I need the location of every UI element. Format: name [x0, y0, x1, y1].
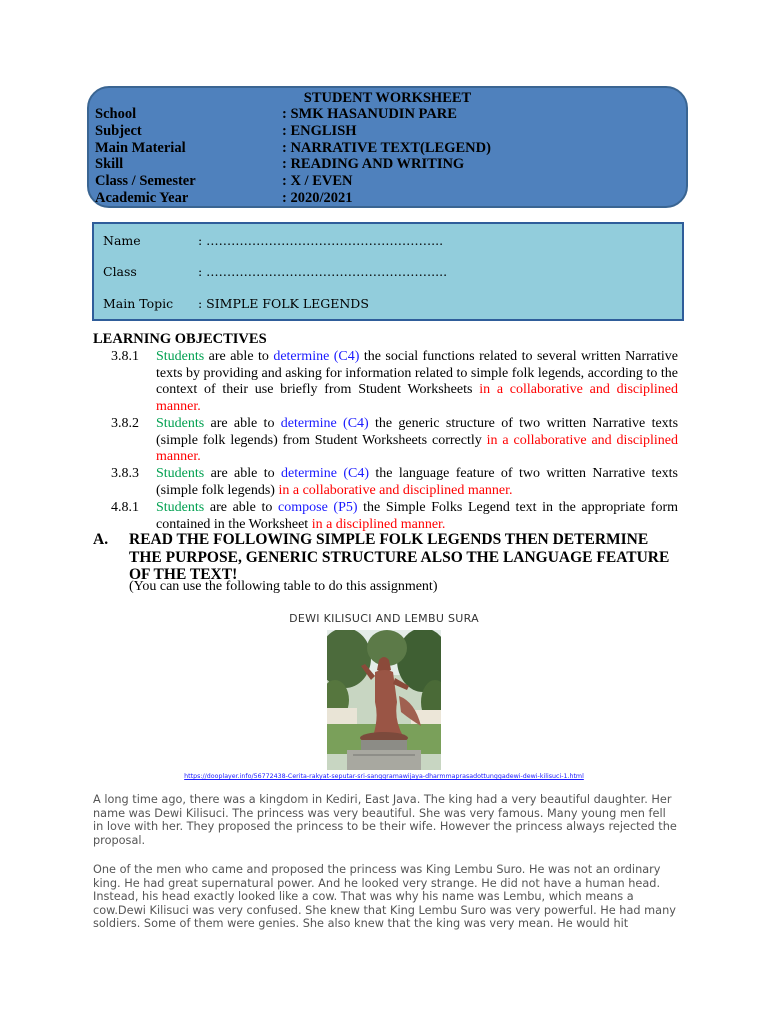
objective-phrase: the language feature of two written Narrative texts (simple folk legends) [156, 466, 678, 498]
header-label: Academic Year [95, 190, 189, 206]
objective-text [156, 466, 678, 499]
class-field[interactable]: : ……………………………………………….... [198, 264, 448, 279]
objective-text [156, 349, 678, 415]
header-label: Skill [95, 156, 124, 172]
objective-subject: Students [156, 416, 205, 431]
section-letter: A. [93, 531, 109, 548]
objective-number: 3.8.3 [111, 466, 139, 481]
identity-value: : SIMPLE FOLK LEGENDS [198, 296, 369, 311]
objective-manner: in a collaborative and disciplined manner. [156, 432, 678, 464]
header-value: : READING AND WRITING [282, 156, 465, 172]
objective-text [156, 416, 678, 466]
header-value: : 2020/2021 [282, 190, 353, 206]
objective-verb: compose (P5) [278, 500, 358, 515]
objective-item [111, 416, 678, 466]
story-paragraph: A long time ago, there was a kingdom in Kediri, East Java. The king had a very beautiful daughter. Her name was Dewi Kilisuci. The princess was very beautiful. She was very famous. Many young men fell in love with her. They proposed the princess to be their wife. However the princess always rejected the proposal. [93, 793, 677, 847]
objective-number: 3.8.2 [111, 416, 139, 431]
objective-verb: determine (C4) [273, 349, 360, 364]
objective-subject: Students [156, 500, 205, 515]
objective-phrase: the Simple Folks Legend text in the appropriate form contained in the Worksheet [156, 500, 678, 532]
objective-text [156, 500, 678, 533]
header-value: : SMK HASANUDIN PARE [282, 106, 457, 122]
objective-phrase: are able to [204, 349, 274, 364]
objective-manner: in a disciplined manner. [311, 516, 446, 532]
objective-verb: determine (C4) [280, 466, 369, 481]
objective-phrase: the generic structure of two written Narrative texts (simple folk legends) from Student Worksheets correctly [156, 416, 679, 448]
story-paragraph: One of the men who came and proposed the princess was King Lembu Suro. He was not an ordinary king. He had great supernatural power. And he looked very strange. He did not have a human head. Instead, his head exactly looked like a cow. That was why his name was Lembu, which means a cow.Dewi Kilisuci was very confused. She knew that King Lembu Suro was very powerful. He had many soldiers. Some of them were genies. She also knew that the king was very mean. He would hit [93, 863, 676, 931]
statue-photo [327, 630, 441, 770]
objective-manner: in a collaborative and disciplined manner. [156, 382, 678, 414]
objective-phrase: are able to [204, 416, 281, 431]
worksheet-title: STUDENT WORKSHEET [303, 90, 472, 106]
objective-verb: determine (C4) [280, 416, 369, 431]
learning-objectives-title: LEARNING OBJECTIVES [93, 331, 267, 347]
objective-manner: in a collaborative and disciplined manner. [278, 482, 513, 498]
objective-item [111, 349, 678, 415]
section-a-instruction [93, 531, 683, 584]
objective-number: 4.8.1 [111, 500, 139, 515]
objective-subject: Students [156, 349, 205, 364]
section-instruction-text: READ THE FOLLOWING SIMPLE FOLK LEGENDS THEN DETERMINE THE PURPOSE, GENERIC STRUCTURE ALSO THE LANGUAGE FEATURE OF THE TEXT! [129, 531, 670, 583]
header-label: Subject [95, 123, 142, 139]
header-label: Class / Semester [95, 173, 196, 189]
objective-item [111, 500, 678, 533]
identity-label: Class [103, 264, 137, 279]
objective-number: 3.8.1 [111, 349, 139, 364]
identity-label: Name [103, 233, 141, 248]
objective-item [111, 466, 678, 499]
objective-phrase: are able to [204, 500, 279, 515]
student-identity-box [92, 222, 684, 321]
header-value: : NARRATIVE TEXT(LEGEND) [282, 140, 491, 156]
story-title: DEWI KILISUCI AND LEMBU SURA [289, 612, 479, 625]
worksheet-header [87, 86, 688, 208]
header-label: School [95, 106, 137, 122]
objective-phrase: the social functions related to several written Narrative texts by providing and asking for information related to simple folk legends, according to the context of their use briefly from Student Worksheets [156, 349, 678, 397]
source-link[interactable]: https://dooplayer.info/56772438-Cerita-rakyat-seputar-sri-sanggramawijaya-dharmmaprasadottunggadewi-dewi-kilisuci-1.html [184, 773, 584, 780]
section-a-note: (You can use the following table to do this assignment) [129, 579, 438, 594]
identity-label: Main Topic [103, 296, 174, 311]
header-label: Main Material [95, 140, 186, 156]
objective-phrase: are able to [204, 466, 281, 481]
name-field[interactable]: : ………………………………………………... [198, 233, 444, 248]
header-value: : ENGLISH [282, 123, 357, 139]
objective-subject: Students [156, 466, 205, 481]
header-value: : X / EVEN [282, 173, 353, 189]
